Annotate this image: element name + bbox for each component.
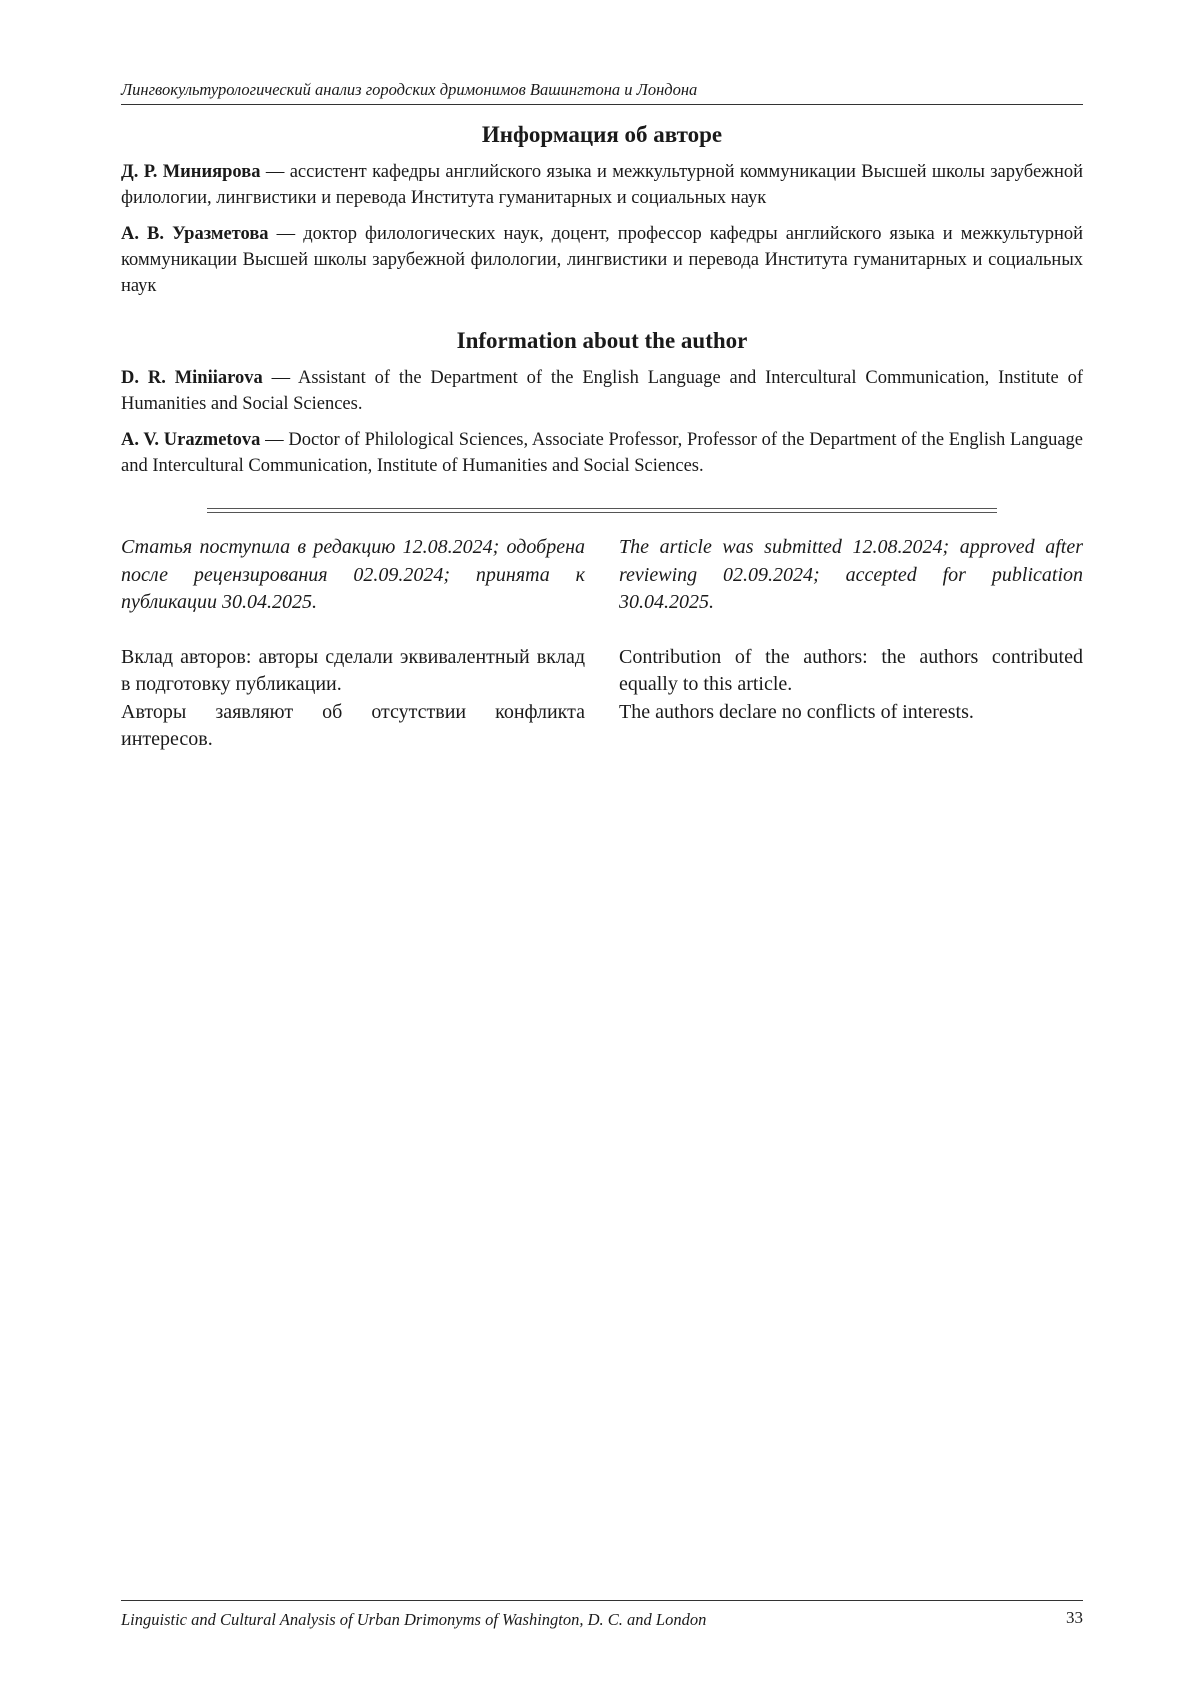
author-entry (121, 365, 1083, 417)
running-header-title: Лингвокультурологический анализ городских дримонимов Вашингтона и Лондона (121, 80, 698, 99)
author-info-ru-title: Информация об авторе (481, 122, 723, 147)
author-description: — Doctor of Philological Sciences, Associate Professor, Professor of the Department of the English Language and Intercultural Communication, Institute of Humanities and Social Sciences. (121, 430, 1083, 476)
article-info-ru (121, 534, 585, 754)
submission-dates-ru: Статья поступила в редакцию 12.08.2024; одобрена после рецензирования 02.09.2024; принята к публикации 30.04.2025. (121, 536, 585, 613)
running-footer-title: Linguistic and Cultural Analysis of Urban Drimonyms of Washington, D. C. and London (121, 1610, 707, 1629)
author-name: D. R. Miniiarova (121, 368, 263, 388)
author-info-en (121, 327, 1083, 479)
author-description: — доктор филологических наук, доцент, профессор кафедры английского языка и межкультурной коммуникации Высшей школы зарубежной филологии, лингвистики и перевода Института гуманитарных и социальных наук (121, 224, 1083, 296)
article-info-en (619, 534, 1083, 726)
running-header (121, 80, 1083, 105)
conflicts-ru: Авторы заявляют об отсутствии конфликта интересов. (121, 700, 585, 750)
contribution-en: Contribution of the authors: the authors contributed equally to this article. (619, 645, 1083, 695)
author-name: А. В. Уразметова (121, 224, 269, 244)
author-entry (121, 427, 1083, 479)
conflicts-en: The authors declare no conflicts of interests. (619, 700, 974, 723)
submission-dates-en: The article was submitted 12.08.2024; approved after reviewing 02.09.2024; accepted for publication 30.04.2025. (619, 536, 1083, 613)
author-info-en-title: Information about the author (456, 328, 748, 353)
contribution-ru: Вклад авторов: авторы сделали эквивалентный вклад в подготовку публикации. (121, 645, 585, 695)
double-rule-divider (207, 508, 997, 513)
author-entry (121, 221, 1083, 299)
page-number: 33 (1066, 1608, 1083, 1627)
author-name: Д. Р. Миниярова (121, 162, 261, 182)
author-entry (121, 159, 1083, 211)
author-description: — ассистент кафедры английского языка и межкультурной коммуникации Высшей школы зарубежной филологии, лингвистики и перевода Института гуманитарных и социальных наук (121, 162, 1083, 208)
author-name: A. V. Urazmetova (121, 430, 261, 450)
footer-rule (121, 1600, 1083, 1601)
author-info-ru (121, 121, 1083, 299)
author-description: — Assistant of the Department of the English Language and Intercultural Communication, Institute of Humanities and Social Sciences. (121, 368, 1083, 414)
